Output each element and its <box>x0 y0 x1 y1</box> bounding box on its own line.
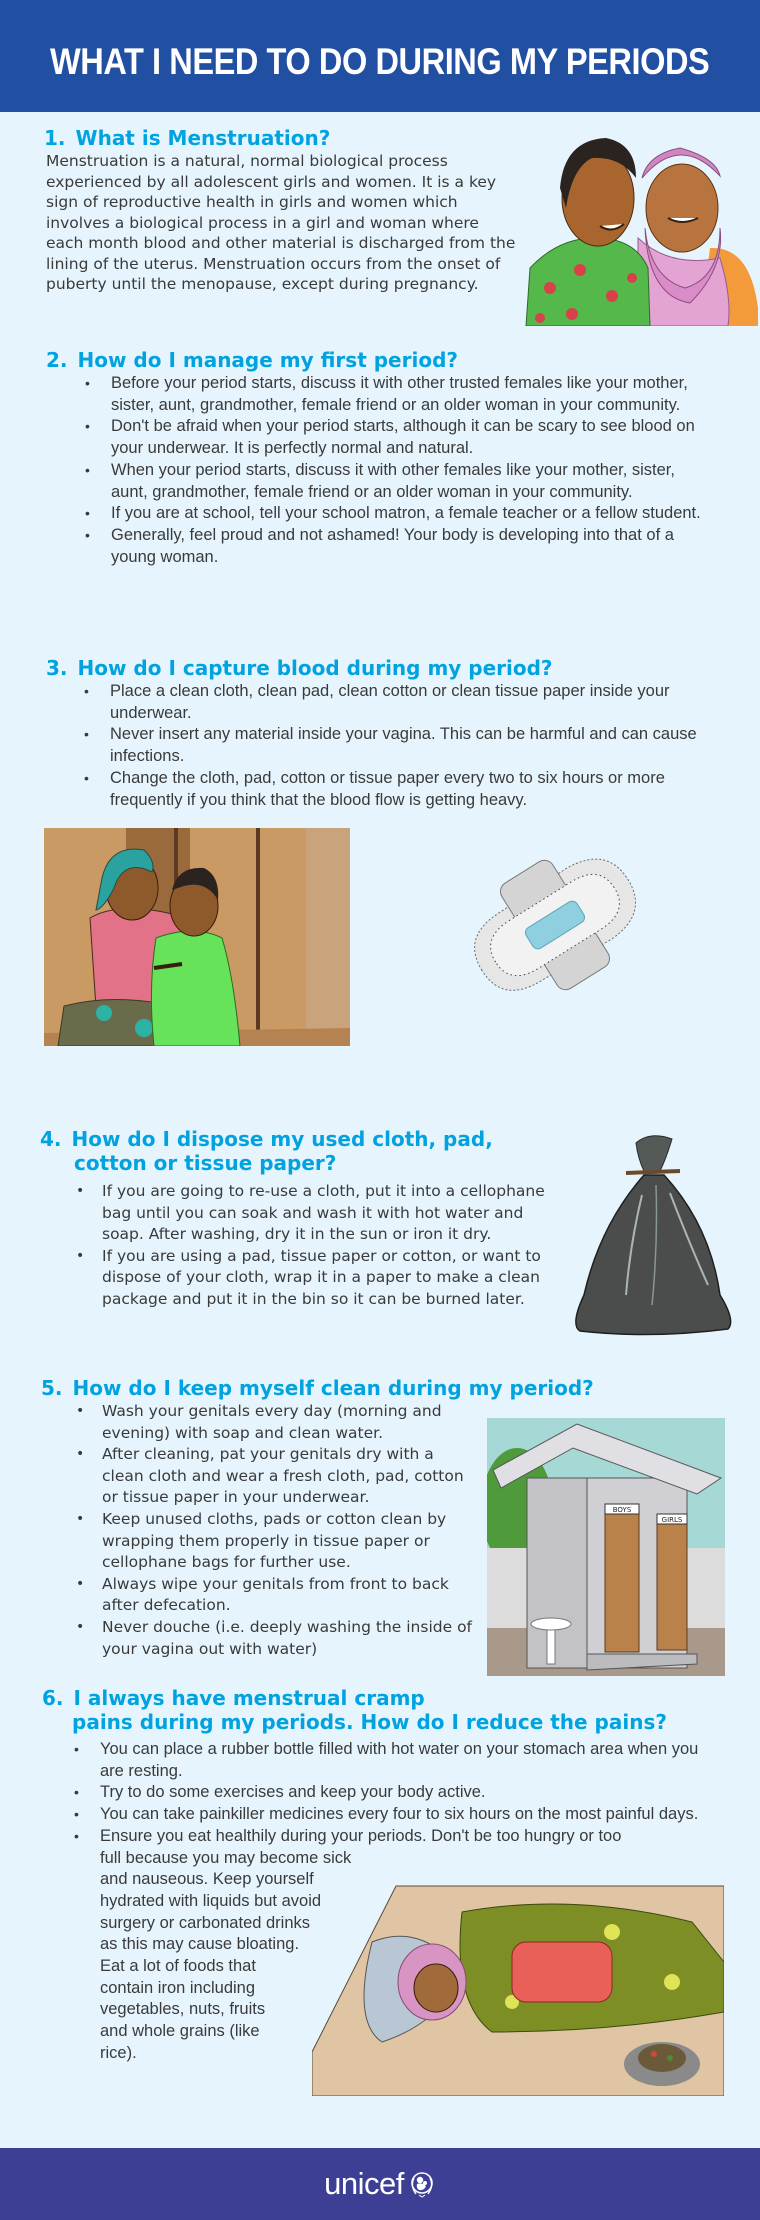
list-item: • You can place a rubber bottle filled with hot water on your stomach area when you are resting. <box>74 1739 714 1782</box>
list-item: • Ensure you eat healthily during your periods. Don't be too hungry or too full because you may become sick and nauseous. Keep yourself hydrated with liquids but avoid surgery or carbonated drinks as this may cause bloating. Eat a lot of foods that contain iron including vegetables, nuts, fruits and whole grains (like rice). <box>74 1826 714 2065</box>
section-4-heading: 4. How do I dispose my used cloth, pad, cotton or tissue paper? <box>40 1127 493 1175</box>
section-1-heading: 1. What is Menstruation? <box>44 126 331 150</box>
list-item: • Don't be afraid when your period starts, although it can be scary to see blood on your underwear. It is perfectly normal and natural. <box>85 416 705 459</box>
list-item: • Wash your genitals every day (morning and evening) with soap and clean water. <box>76 1401 476 1444</box>
list-item: • You can take painkiller medicines every four to six hours on the most painful days. <box>74 1804 714 1826</box>
list-item: • If you are using a pad, tissue paper or cotton, or want to dispose of your cloth, wrap it in a paper to make a clean package and put it in the bin so it can be burned later. <box>76 1246 546 1311</box>
list-item: • Place a clean cloth, clean pad, clean cotton or clean tissue paper inside your underwear. <box>84 681 706 724</box>
list-item: • Try to do some exercises and keep your body active. <box>74 1782 714 1804</box>
section-5-bullet-list <box>76 1401 476 1660</box>
list-item: • Never insert any material inside your vagina. This can be harmful and can cause infections. <box>84 724 706 767</box>
section-6-heading: 6. I always have menstrual cramp pains during my periods. How do I reduce the pains? <box>42 1686 667 1734</box>
list-item: • Before your period starts, discuss it with other trusted females like your mother, sister, aunt, grandmother, female friend or an older woman in your community. <box>85 373 705 416</box>
page-title: WHAT I NEED TO DO DURING MY PERIODS <box>50 41 710 82</box>
list-item: • When your period starts, discuss it with other females like your mother, sister, aunt, grandmother, female friend or an older woman in your community. <box>85 460 705 503</box>
school-toilet-block-illustration <box>487 1418 725 1676</box>
list-item: • After cleaning, pat your genitals dry with a clean cloth and wear a fresh cloth, pad, cotton or tissue paper in your underwear. <box>76 1444 476 1509</box>
list-item: • Never douche (i.e. deeply washing the inside of your vagina out with water) <box>76 1617 476 1660</box>
two-smiling-women-illustration <box>520 118 760 326</box>
section-4-bullet-list <box>76 1181 546 1311</box>
woman-resting-with-hot-water-bottle-illustration <box>312 1882 724 2096</box>
unicef-emblem-icon <box>408 2170 436 2198</box>
list-item: • If you are going to re-use a cloth, put it into a cellophane bag until you can soak and wash it with hot water and soap. After washing, dry it in the sun or iron it dry. <box>76 1181 546 1246</box>
footer-banner <box>0 2148 760 2220</box>
list-item: • Always wipe your genitals from front to back after defecation. <box>76 1574 476 1617</box>
section-3-heading: 3. How do I capture blood during my period? <box>46 656 553 680</box>
section-5-heading: 5. How do I keep myself clean during my period? <box>41 1376 594 1400</box>
list-item: • Keep unused cloths, pads or cotton clean by wrapping them properly in tissue paper or cellophane bags for further use. <box>76 1509 476 1574</box>
section-2-heading: 2. How do I manage my first period? <box>46 348 458 372</box>
list-item: • Change the cloth, pad, cotton or tissue paper every two to six hours or more frequently if you think that the blood flow is getting heavy. <box>84 768 706 811</box>
header-banner <box>0 0 760 112</box>
section-3-bullet-list <box>84 681 706 811</box>
section-1-body: Menstruation is a natural, normal biological process experienced by all adolescent girls and women. It is a key sign of reproductive health in girls and women which involves a biological process in a girl and woman where each month blood and other material is discharged from the lining of the uterus. Menstruation occurs from the onset of puberty until the menopause, except during pregnancy. <box>46 152 516 293</box>
boys-door-label: BOYS <box>612 1506 632 1514</box>
list-item: • If you are at school, tell your school matron, a female teacher or a fellow student. <box>85 503 705 525</box>
sanitary-pad-illustration <box>455 855 655 995</box>
mother-talking-to-daughter-illustration <box>44 828 350 1046</box>
girls-door-label: GIRLS <box>661 1516 683 1524</box>
section-2-bullet-list <box>85 373 705 568</box>
list-item: • Generally, feel proud and not ashamed! Your body is developing into that of a young woman. <box>85 525 705 568</box>
tied-garbage-bag-illustration <box>560 1125 740 1340</box>
unicef-logo: unicef <box>324 2166 436 2202</box>
